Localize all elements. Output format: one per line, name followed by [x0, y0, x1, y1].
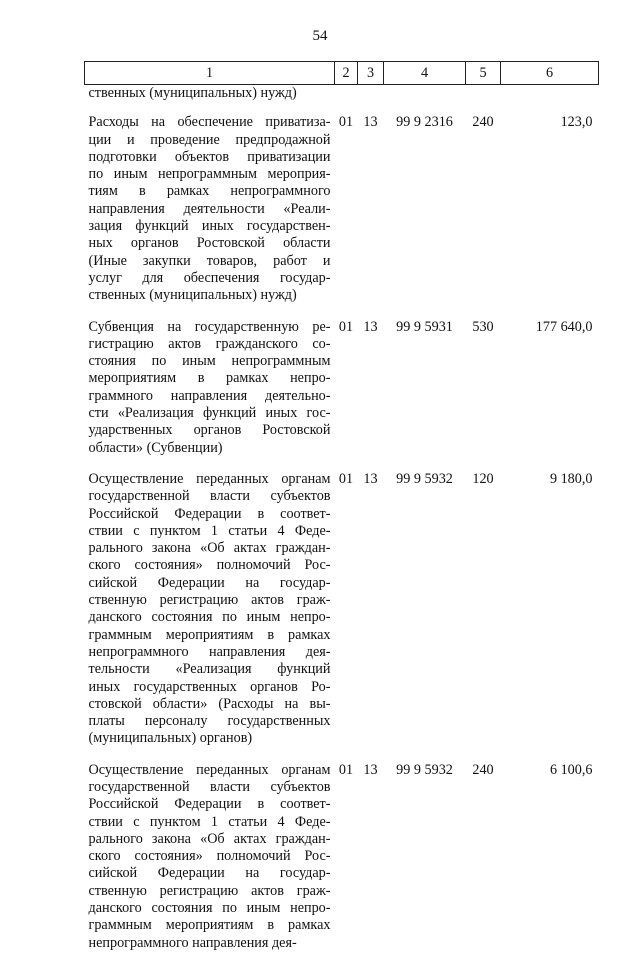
description-line: государственной власти субъектов [88, 778, 331, 795]
description-line: стовской области» (Расходы на вы- [88, 695, 331, 712]
target-article-code [384, 85, 466, 109]
amount-value: 123,0 [560, 114, 593, 131]
table-row [85, 85, 599, 109]
section-code: 01 [338, 470, 354, 487]
column-header-2: 2 [335, 62, 358, 85]
description-line: мероприятиям в рамках непро- [88, 370, 331, 387]
section-code [335, 85, 358, 109]
subsection-code [358, 85, 384, 109]
subsection-code: 13 [363, 761, 378, 778]
description-line: Субвенция на государственную ре- [88, 318, 331, 335]
description-line: стояния по иным непрограммным [88, 353, 331, 370]
description-line: тиям в рамках непрограммного [88, 183, 331, 200]
description-line: (Иные закупки товаров, работ и [88, 252, 331, 269]
section-code: 01 [338, 318, 354, 335]
amount-value: 9 180,0 [549, 470, 593, 487]
subsection-code: 13 [363, 470, 378, 487]
description-line: ственную регистрацию актов граж- [88, 592, 331, 609]
description-line: ствии с пунктом 1 статьи 4 Феде- [88, 813, 331, 830]
description-line: граммного направления деятельно- [88, 387, 331, 404]
column-header-5: 5 [466, 62, 501, 85]
expense-type-code: 240 [472, 114, 494, 131]
target-article-code: 99 9 2316 [396, 114, 453, 131]
column-header-6: 6 [501, 62, 599, 85]
expense-type-code: 530 [472, 318, 494, 335]
description-line: гистрацию актов гражданского со- [88, 335, 331, 352]
description-line: ского состояния» полномочий Рос- [88, 557, 331, 574]
subsection-code: 13 [363, 318, 378, 335]
description-line: Российской Федерации в соответ- [88, 796, 331, 813]
description-line: данского состояния по иным непро- [88, 609, 331, 626]
description-line: ударственных органов Ростовской [88, 422, 331, 439]
description-line: ского состояния» полномочий Рос- [88, 848, 331, 865]
description-line: рального закона «Об актах граждан- [88, 540, 331, 557]
column-header-1: 1 [85, 62, 335, 85]
row-description [85, 756, 335, 960]
row-description [85, 85, 335, 109]
table-header [85, 62, 599, 85]
description-line: ции и проведение предпродажной [88, 131, 331, 148]
description-line: подготовки объектов приватизации [88, 148, 331, 165]
description-line: ствии с пунктом 1 статьи 4 Феде- [88, 522, 331, 539]
description-line: ственную регистрацию актов граж- [88, 882, 331, 899]
expense-type-code [466, 85, 501, 109]
description-line: (муниципальных) органов) [88, 730, 253, 747]
description-line: платы персоналу государственных [88, 713, 331, 730]
description-line: области» (Субвенции) [88, 439, 223, 456]
description-line: тельности «Реализация функций [88, 661, 331, 678]
description-line: рального закона «Об актах граждан- [88, 830, 331, 847]
description-line: услуг для обеспечения государ- [88, 269, 331, 286]
description-line: Осуществление переданных органам [88, 470, 331, 487]
description-line: данского состояния по иным непро- [88, 900, 331, 917]
page-number: 54 [312, 28, 328, 44]
row-description [85, 108, 335, 312]
table-row [85, 756, 599, 960]
row-description [85, 313, 335, 465]
description-line: непрограммного направления дея- [88, 934, 297, 951]
description-line: иных государственных органов Ро- [88, 678, 331, 695]
table-row [85, 108, 599, 312]
expense-type-code: 120 [472, 470, 494, 487]
description-line: зация функций иных государствен- [88, 218, 331, 235]
table-body [85, 85, 599, 960]
column-header-4: 4 [384, 62, 466, 85]
description-line: направления деятельности «Реали- [88, 200, 331, 217]
description-line: ственных (муниципальных) нужд) [88, 85, 297, 101]
target-article-code: 99 9 5932 [396, 761, 453, 778]
description-line: государственной власти субъектов [88, 488, 331, 505]
description-line: сийской Федерации на государ- [88, 574, 331, 591]
amount-value: 177 640,0 [535, 318, 593, 335]
description-line: ных органов Ростовской области [88, 235, 331, 252]
description-line: по иным непрограммным мероприя- [88, 166, 331, 183]
description-line: ственных (муниципальных) нужд) [88, 287, 297, 304]
row-description [85, 465, 335, 756]
description-line: сти «Реализация функций иных гос- [88, 405, 331, 422]
amount-value: 6 100,6 [549, 761, 593, 778]
description-line: сийской Федерации на государ- [88, 865, 331, 882]
target-article-code: 99 9 5932 [396, 470, 453, 487]
amount-value [501, 85, 599, 109]
description-line: непрограммного направления дея- [88, 643, 331, 660]
table-row [85, 465, 599, 756]
section-code: 01 [338, 114, 354, 131]
budget-table [84, 61, 599, 960]
description-line: Расходы на обеспечение приватиза- [88, 114, 331, 131]
description-line: граммным мероприятиям в рамках [88, 626, 331, 643]
column-header-3: 3 [358, 62, 384, 85]
subsection-code: 13 [363, 114, 378, 131]
target-article-code: 99 9 5931 [396, 318, 453, 335]
expense-type-code: 240 [472, 761, 494, 778]
description-line: Осуществление переданных органам [88, 761, 331, 778]
table-row [85, 313, 599, 465]
description-line: граммным мероприятиям в рамках [88, 917, 331, 934]
description-line: Российской Федерации в соответ- [88, 505, 331, 522]
section-code: 01 [338, 761, 354, 778]
